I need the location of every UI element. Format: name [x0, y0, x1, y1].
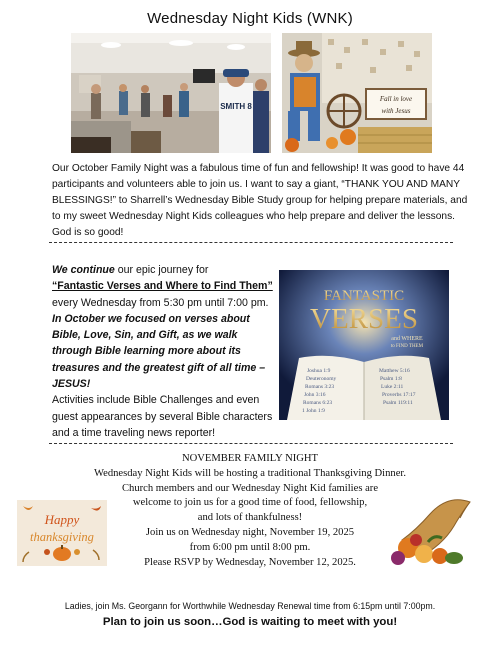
verse-reference: Romans 3:23 — [305, 384, 335, 390]
cover-subtitle-1: and WHERE — [391, 336, 423, 342]
page-title: Wednesday Night Kids (WNK) — [147, 10, 353, 27]
closing-line: Plan to join us soon…God is waiting to meet with you! — [102, 616, 398, 628]
verse-reference: 1 John 1:9 — [302, 408, 325, 414]
verse-reference: Psalm 119:11 — [383, 400, 413, 406]
thanksgiving-text: thanksgiving — [30, 530, 94, 544]
fall-decor-photo — [282, 33, 432, 153]
cover-title-1: FANTASTIC — [323, 288, 405, 304]
november-line: Wednesday Night Kids will be hosting a traditional Thanksgiving Dinner. — [93, 467, 406, 479]
intro-paragraph: Our October Family Night was a fabulous time of fun and fellowship! It was good to have 44 participants and volunteers able to join us. I want to say a giant, “THANK YOU AND MANY BLESSINGS!” to Sharrell’s Wednesday Bible Study group for helping prepare materials, and to my sweet Wednesday Night Kids colleagues who help prepare and deliver the lessons. God is so good! — [52, 163, 468, 238]
cover-title-2: VERSES — [310, 303, 418, 335]
november-line: welcome to join us for a good time of food, fellowship, — [132, 497, 368, 509]
verse-reference: Joshua 1:9 — [307, 368, 331, 374]
november-heading: NOVEMBER FAMILY NIGHT — [181, 453, 319, 464]
shirt-text: SMITH 8 — [220, 102, 252, 111]
cornucopia-icon — [388, 496, 474, 568]
verse-reference: John 3:16 — [304, 392, 326, 398]
november-line: Please RSVP by Wednesday, November 12, 2025. — [144, 556, 356, 568]
verse-reference: Proverbs 17:17 — [382, 392, 416, 398]
november-line: Join us on Wednesday night, November 19, 2025 — [145, 526, 355, 538]
divider — [49, 443, 453, 444]
verse-reference: Psalm 1:8 — [380, 376, 402, 382]
schedule-text: every Wednesday from 5:30 pm until 7:00 pm. — [52, 296, 269, 309]
family-night-photo — [71, 33, 271, 153]
focus-text: In October we focused on verses about Bible, Love, Sin, and Gift, as we walk through Bible learning more about its treasures and the greatest gift of all time – JESUS! — [52, 312, 266, 391]
journey-lead-rest: our epic journey for — [114, 264, 209, 276]
november-line: Church members and our Wednesday Night Kid families are — [121, 482, 379, 494]
journey-lead: We continue — [52, 264, 115, 276]
verse-reference: Deuteronomy — [306, 376, 337, 382]
series-title: “Fantastic Verses and Where to Find Them” — [52, 280, 273, 293]
happy-thanksgiving-graphic — [17, 500, 107, 566]
svg-text:Fall in love: Fall in love — [379, 95, 413, 103]
renewal-note: Ladies, join Ms. Georgann for Worthwhile Wednesday Renewal time from 6:15pm until 7:00pm. — [64, 601, 436, 611]
verse-reference: Luke 2:11 — [381, 384, 404, 390]
verse-reference: Romans 6:23 — [303, 400, 333, 406]
divider — [49, 242, 453, 243]
activities-text: Activities include Bible Challenges and even guest appearances by several Bible characters and a time traveling news reporter! — [52, 394, 273, 439]
happy-text: Happy — [44, 512, 80, 527]
november-line: and lots of thankfulness! — [197, 512, 303, 524]
svg-text:with Jesus: with Jesus — [381, 107, 411, 115]
cover-subtitle-2: to FIND THEM — [390, 344, 424, 349]
november-section — [60, 452, 440, 570]
november-line: from 6:00 pm until 8:00 pm. — [189, 541, 311, 553]
verse-reference: Matthew 5:16 — [379, 368, 410, 374]
fantastic-verses-image — [279, 270, 449, 420]
journey-section — [52, 262, 277, 441]
